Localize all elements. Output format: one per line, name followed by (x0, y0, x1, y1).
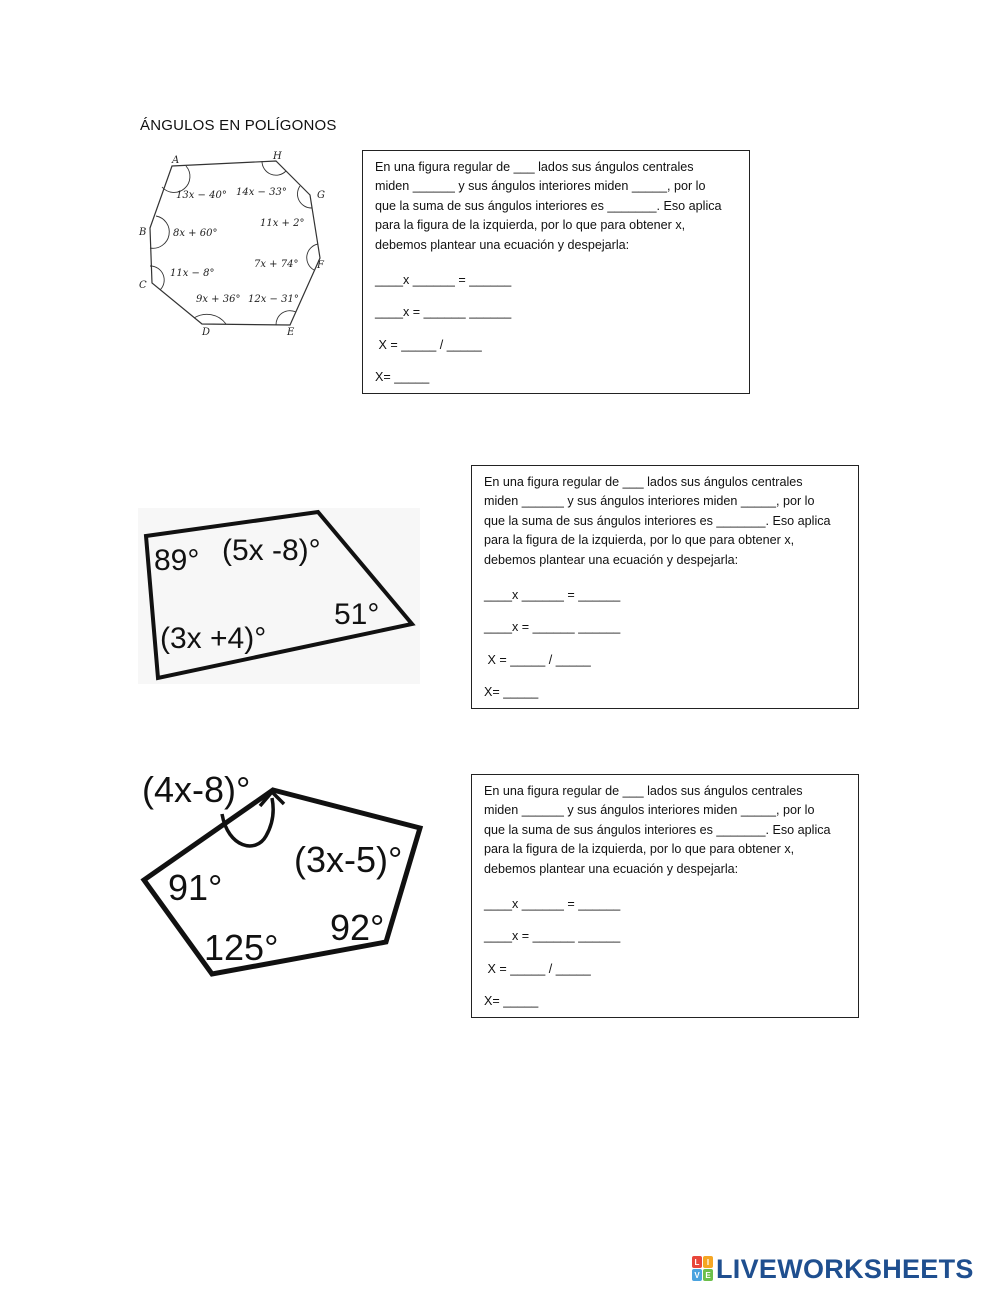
statement-line: miden ______ y sus ángulos interiores miden _____, por lo (484, 494, 815, 509)
equation-step-1: ____x ______ = ______ (484, 588, 621, 603)
page-title: ÁNGULOS EN POLÍGONOS (140, 117, 337, 134)
exercise-box-1 (362, 150, 750, 394)
vertex-label-g: G (317, 190, 325, 201)
statement-line: En una figura regular de ___ lados sus ángulos centrales (484, 475, 803, 489)
angle-label-top: (4x-8)° (142, 769, 251, 810)
equation-step-4: X= _____ (484, 994, 539, 1009)
equation-step-4: X= _____ (484, 685, 539, 700)
angle-label-right: (3x-5)° (294, 839, 403, 880)
logo-text: LIVEWORKSHEETS (716, 1253, 974, 1284)
vertex-label-b: B (139, 227, 147, 238)
vertex-label-d: D (202, 327, 211, 338)
angle-label-left: 91° (168, 867, 223, 908)
equation-step-3: X = _____ / _____ (375, 337, 482, 352)
angle-label-h: 14x − 33° (236, 187, 287, 198)
angle-label-c: 11x − 8° (170, 268, 215, 279)
quadrilateral-figure (138, 508, 420, 684)
angle-label-b: 8x + 60° (173, 228, 218, 239)
angle-label-f: 7x + 74° (254, 259, 299, 270)
vertex-label-e: E (287, 327, 295, 338)
angle-arc-d (194, 314, 226, 324)
angle-label-bottom-right: 92° (330, 907, 385, 948)
statement-line: para la figura de la izquierda, por lo que para obtener x, (484, 842, 795, 857)
equation-step-2: ____x = ______ ______ (484, 620, 621, 635)
equation-step-3: X = _____ / _____ (484, 652, 591, 667)
equation-step-2: ____x = ______ ______ (484, 929, 621, 944)
vertex-label-c: C (139, 280, 147, 291)
vertex-label-a: A (172, 155, 180, 166)
angle-label-d: 9x + 36° (196, 294, 241, 305)
logo-mark-letter: V (694, 1271, 700, 1280)
vertex-label-h: H (273, 151, 282, 162)
equation-step-1: ____x ______ = ______ (375, 273, 512, 288)
angle-label-bottom-left: 125° (204, 927, 279, 968)
equation-step-3: X = _____ / _____ (484, 961, 591, 976)
angle-label-a: 13x − 40° (176, 190, 227, 201)
statement-line: En una figura regular de ___ lados sus ángulos centrales (375, 160, 694, 174)
statement-line: que la suma de sus ángulos interiores es _______. Eso aplica (375, 198, 722, 213)
logo-mark-letter: E (705, 1271, 711, 1280)
statement-line: debemos plantear una ecuación y despejarla: (484, 861, 739, 876)
logo-mark-letter: L (694, 1258, 700, 1267)
exercise-box-2 (471, 465, 859, 709)
angle-label-top-left: 89° (154, 544, 200, 577)
statement-line: debemos plantear una ecuación y despejarla: (375, 237, 630, 252)
liveworksheets-logo (692, 1254, 974, 1284)
vertex-label-f: F (317, 260, 324, 271)
exercise-box-3 (471, 774, 859, 1018)
equation-step-1: ____x ______ = ______ (484, 897, 621, 912)
logo-mark-icon (692, 1256, 714, 1282)
statement-line: para la figura de la izquierda, por lo que para obtener x, (375, 218, 686, 233)
angle-label-top-right: (5x -8)° (222, 534, 321, 567)
statement-line: miden ______ y sus ángulos interiores miden _____, por lo (484, 803, 815, 818)
angle-label-bottom-left: (3x +4)° (160, 622, 267, 655)
angle-arc-a (162, 166, 190, 192)
logo-mark-letter: I (706, 1258, 710, 1267)
statement-line: que la suma de sus ángulos interiores es _______. Eso aplica (484, 822, 831, 837)
angle-label-right: 51° (334, 598, 380, 631)
equation-step-4: X= _____ (375, 370, 430, 385)
angle-label-e: 12x − 31° (248, 294, 299, 305)
statement-line: para la figura de la izquierda, por lo que para obtener x, (484, 533, 795, 548)
statement-line: En una figura regular de ___ lados sus ángulos centrales (484, 784, 803, 798)
pentagon-figure (138, 764, 428, 984)
octagon-figure (138, 150, 338, 340)
statement-line: miden ______ y sus ángulos interiores miden _____, por lo (375, 179, 706, 194)
statement-line: debemos plantear una ecuación y despejarla: (484, 552, 739, 567)
angle-label-g: 11x + 2° (260, 218, 305, 229)
statement-line: que la suma de sus ángulos interiores es _______. Eso aplica (484, 513, 831, 528)
equation-step-2: ____x = ______ ______ (375, 305, 512, 320)
